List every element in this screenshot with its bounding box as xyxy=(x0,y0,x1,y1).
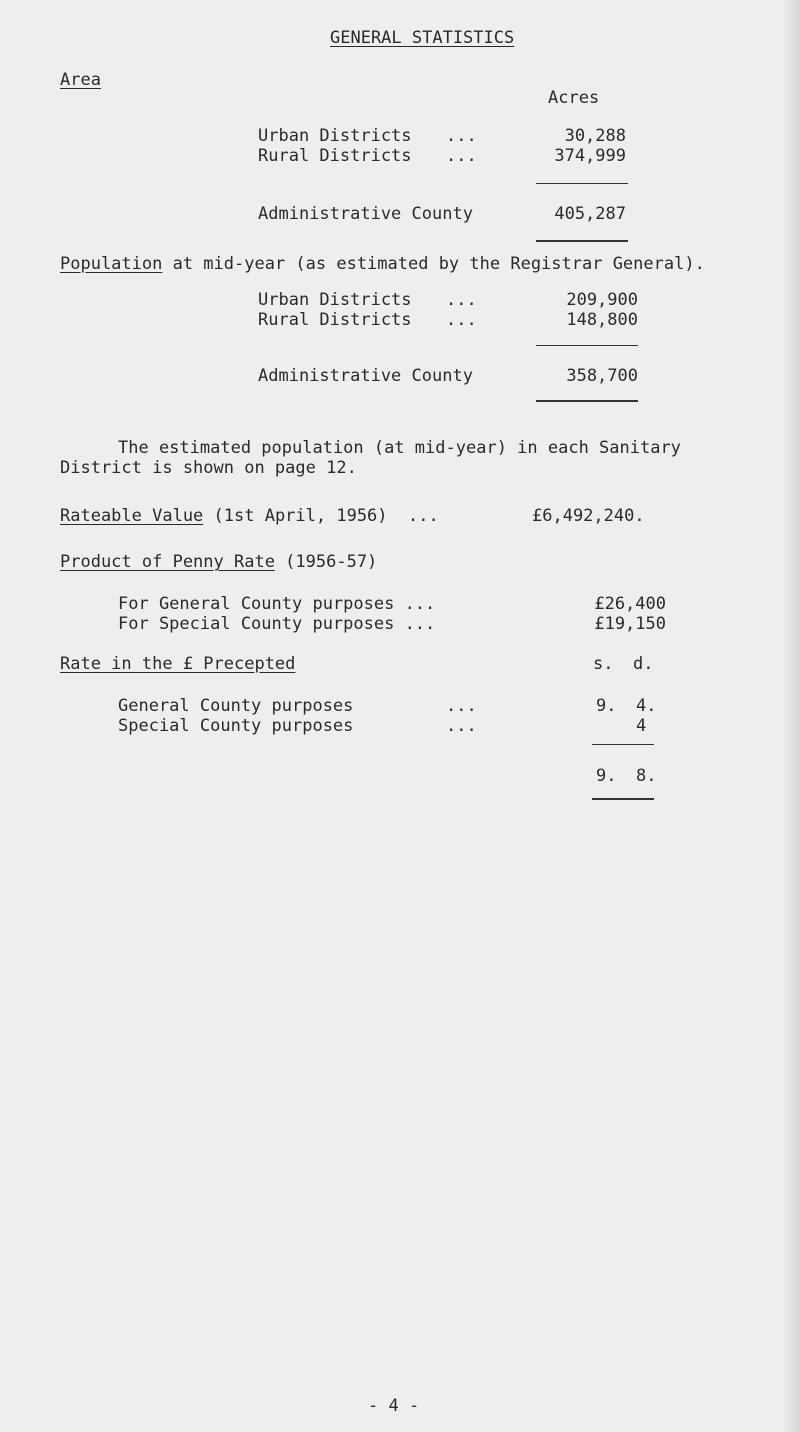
population-heading-line xyxy=(60,254,705,274)
population-row-name: Rural Districts xyxy=(258,310,412,330)
penny-rate-row-value: £26,400 xyxy=(594,594,666,614)
precept-row-d: 4. xyxy=(636,696,657,716)
page-edge-shadow xyxy=(782,0,800,1432)
page-number: - 4 - xyxy=(368,1396,420,1416)
population-row-value: 209,900 xyxy=(566,290,638,310)
precept-row-d: 4 xyxy=(636,716,647,736)
precept-label: Rate in the £ Precepted xyxy=(60,654,296,674)
penny-rate-label: Product of Penny Rate xyxy=(60,552,275,572)
area-total-label: Administrative County xyxy=(258,204,473,224)
population-description: at mid-year (as estimated by the Registrar General). xyxy=(162,254,705,274)
rateable-value-line xyxy=(60,506,439,526)
area-row-value: 30,288 xyxy=(564,126,626,146)
area-total-value: 405,287 xyxy=(554,204,626,224)
rateable-value: £6,492,240. xyxy=(532,506,645,526)
area-label: Area xyxy=(60,70,101,90)
penny-rate-heading xyxy=(60,552,377,572)
penny-rate-period: (1956-57) xyxy=(274,552,378,572)
page-heading: GENERAL STATISTICS xyxy=(330,28,515,48)
population-label: Population xyxy=(60,254,163,274)
precept-total-d: 8. xyxy=(636,766,657,786)
precept-col-d: d. xyxy=(633,654,654,674)
rateable-detail: (1st April, 1956) ... xyxy=(203,506,439,526)
precept-row-dots: ... xyxy=(446,716,477,736)
precept-row-name: Special County purposes xyxy=(118,716,354,736)
population-row-name: Urban Districts xyxy=(258,290,412,310)
area-row-value: 374,999 xyxy=(554,146,626,166)
area-total-rule xyxy=(536,240,628,242)
precept-row-s: 9. xyxy=(596,696,617,716)
area-row-name: Rural Districts xyxy=(258,146,412,166)
penny-rate-row-value: £19,150 xyxy=(594,614,666,634)
area-unit-header: Acres xyxy=(548,88,600,108)
penny-rate-row-name: For Special County purposes ... xyxy=(118,614,436,634)
rateable-label: Rateable Value xyxy=(60,506,204,526)
population-total-rule xyxy=(536,400,638,402)
area-row-name: Urban Districts xyxy=(258,126,412,146)
precept-row-dots: ... xyxy=(446,696,477,716)
precept-total-s: 9. xyxy=(596,766,617,786)
area-subtotal-rule xyxy=(536,183,628,184)
population-row-dots: ... xyxy=(446,310,477,330)
note-line-1: The estimated population (at mid-year) in each Sanitary xyxy=(118,438,681,458)
precept-col-s: s. xyxy=(593,654,614,674)
population-subtotal-rule xyxy=(536,345,638,346)
population-row-value: 148,800 xyxy=(566,310,638,330)
population-total-value: 358,700 xyxy=(566,366,638,386)
population-total-label: Administrative County xyxy=(258,366,473,386)
precept-total-rule xyxy=(592,798,654,800)
penny-rate-row-name: For General County purposes ... xyxy=(118,594,436,614)
area-row-dots: ... xyxy=(446,126,477,146)
precept-subtotal-rule xyxy=(592,744,654,745)
note-line-2: District is shown on page 12. xyxy=(60,458,357,478)
precept-row-name: General County purposes xyxy=(118,696,354,716)
area-row-dots: ... xyxy=(446,146,477,166)
population-row-dots: ... xyxy=(446,290,477,310)
